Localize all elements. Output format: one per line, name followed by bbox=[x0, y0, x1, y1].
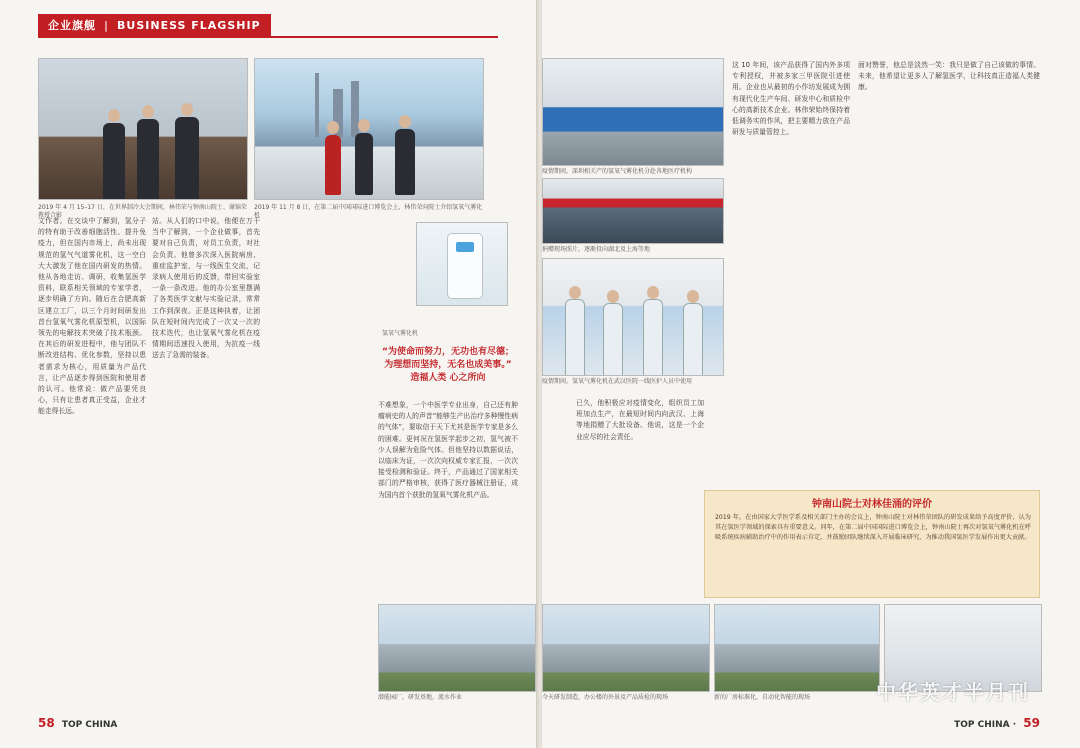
banner-separator: | bbox=[104, 18, 110, 32]
photo-caption: 今天研发制造，办公楼的外景及产品质检的现场 bbox=[542, 694, 669, 701]
photo-campus bbox=[378, 604, 536, 692]
person-figure bbox=[643, 299, 663, 376]
magazine-name: TOP CHINA bbox=[61, 720, 118, 730]
banner-cn: 企业旗舰 bbox=[48, 19, 96, 32]
sidebar-text: 2019 年，在由国家大学医学系及相关部门主办的会议上，钟南山院士对林伟荣团队的研发成果给予高度评价，认为其在氢医学领域的探索具有重要意义。同年，在第二届中国国际进口博览会上，钟南山院士再次对氢氧气雾化机在呼吸系统疾病辅助治疗中的作用表示肯定，并鼓励团队继续深入开展临床研究，为推动我国氢医学发展作出更大贡献。 bbox=[715, 514, 1031, 541]
footer-right bbox=[954, 716, 1040, 730]
text-column: 已久，他积极应对疫情变化，组织员工加班加点生产，在最短时间内向武汉、上海等地捐赠了大批设备。他说，这是一个企业应尽的社会责任。 bbox=[576, 399, 704, 441]
person-figure bbox=[325, 135, 341, 195]
pull-quote-line: 造福人类 心之所向 bbox=[410, 373, 486, 383]
device-shape bbox=[447, 233, 483, 299]
photo-hospital bbox=[542, 258, 724, 376]
watermark: 中华英才半月刊 bbox=[876, 680, 1030, 704]
photo-caption: 新的厂房标准化，自动化智能的现场 bbox=[714, 694, 811, 701]
photo-caption: 疫情期间，深圳相关产的氢氧气雾化机分赴各地医疗机构 bbox=[542, 168, 693, 175]
person-figure bbox=[355, 133, 373, 195]
person-figure bbox=[137, 119, 159, 200]
photo-caption: 2019 年 11 月 8 日，在第二届中国国际进口博览会上，林伟荣向院士介绍氢氧气雾化机 bbox=[254, 204, 483, 219]
photo-plant bbox=[542, 58, 724, 166]
photo-device bbox=[416, 222, 508, 306]
pull-quote-line: “为使命而努力，无功也有尽德； bbox=[382, 347, 514, 357]
photo-caption: 2019 年 4 月 15–17 日，在世界制冷大会期间，林伟荣与钟南山院士、谢锦荣教授合影 bbox=[38, 204, 247, 219]
text-column: 这 10 年间，该产品获得了国内外多项专利授权，并被多家三甲医院引进使用。企业也从最初的小作坊发展成为拥有现代化生产车间、研发中心和质检中心的高新技术企业。林伟荣始终保持着低调务实的作风，把主要精力放在产品研发与质量管控上。 bbox=[732, 61, 850, 137]
person-figure bbox=[103, 123, 125, 200]
photo-conference bbox=[38, 58, 248, 200]
page-number: 59 bbox=[1023, 716, 1040, 730]
person-figure bbox=[565, 299, 585, 376]
person-figure bbox=[603, 303, 623, 376]
photo-caption: 氢氧气雾化机 bbox=[382, 330, 419, 337]
person-figure bbox=[175, 117, 199, 200]
photo-expo bbox=[254, 58, 484, 200]
pull-quote-line: 为理想而坚持，无名也成美事。” bbox=[384, 360, 512, 370]
sidebar-box bbox=[704, 490, 1040, 598]
photo-caption: 潜能园厂，研发基地，流水作业 bbox=[378, 694, 463, 701]
photo-caption: 疫情期间，氢氧气雾化机在武汉医院一线医护人员中使用 bbox=[542, 378, 693, 385]
sidebar-title: 钟南山院士对林佳涌的评价 bbox=[812, 499, 932, 510]
section-banner bbox=[38, 14, 271, 36]
tower-shape bbox=[315, 73, 319, 137]
text-column: 文作者。在交谈中了解到，氢分子的特有助于改善细胞活性、提升免疫力，但在国内市场上，尚未出现规范的氢气气道雾化机，这一空白大大激发了他在国内研发的热情。他从各地走访、调研，收集氢医学资料，联系相关领域的专家学者，逐步明确了方向。随后在合肥高新区建立工厂，以三个月时间研发出首台氢氧气雾化机原型机，以国际领先的电解技术突破了技术瓶颈。在其后的研发进程中，他与团队不断改进结构、优化参数，坚持以患者需求为核心，用质量为产品代言，让产品逐步得到医院和使用者的认可。他常说：做产品要凭良心，只有让患者真正受益，企业才能走得长远。 bbox=[38, 217, 146, 416]
photo-caption: 捐赠现场照片，逐渐投向湖北及上海等地 bbox=[542, 246, 651, 253]
text-column: 站。从人们的口中说，他便在万千当中了解到，一个企业做事，首先要对自己负责，对员工负责，对社会负责。他曾多次深入医院病房、重症监护室，与一线医生交流，记录病人使用后的反馈，带回实验室一条一条改进。他的办公室里摆满了各类医学文献与实验记录，常常工作到深夜。正是这种执着，让团队在短时间内完成了一次又一次的技术迭代，也让氢氧气雾化机在疫情期间迅速投入使用，为抗疫一线送去了急需的装备。 bbox=[152, 217, 260, 360]
photo-donation bbox=[542, 178, 724, 244]
photo-factory bbox=[542, 604, 710, 692]
banner-en: BUSINESS FLAGSHIP bbox=[117, 18, 261, 32]
separator: · bbox=[1012, 720, 1017, 730]
magazine-name: TOP CHINA bbox=[954, 720, 1010, 730]
pull-quote bbox=[378, 346, 518, 385]
photo-facility bbox=[714, 604, 880, 692]
page-number: 58 bbox=[38, 716, 55, 730]
footer-left bbox=[38, 716, 117, 730]
text-column: 面对赞誉，他总是淡然一笑：我只是做了自己该做的事情。未来，他希望让更多人了解氢医学，让科技真正造福人类健康。 bbox=[858, 61, 1040, 92]
text-column: 不难想象，一个中医学专业出身，自己还有肿瘤病史的人的声音“能够生产出治疗多种慢性病的气体”，要取信于天下尤其是医学专家是多么的困难。更何况在氢医学起步之初，氢气被不少人误解为危险气体。但他坚持以数据说话，以临床为证，一次次向权威专家汇报，一次次接受检测和验证。终于，产品通过了国家相关部门的严格审核，获得了医疗器械注册证，成为国内首个获批的氢氧气雾化机产品。 bbox=[378, 401, 518, 499]
person-figure bbox=[395, 129, 415, 195]
person-figure bbox=[683, 303, 703, 376]
banner-rule bbox=[38, 36, 498, 38]
